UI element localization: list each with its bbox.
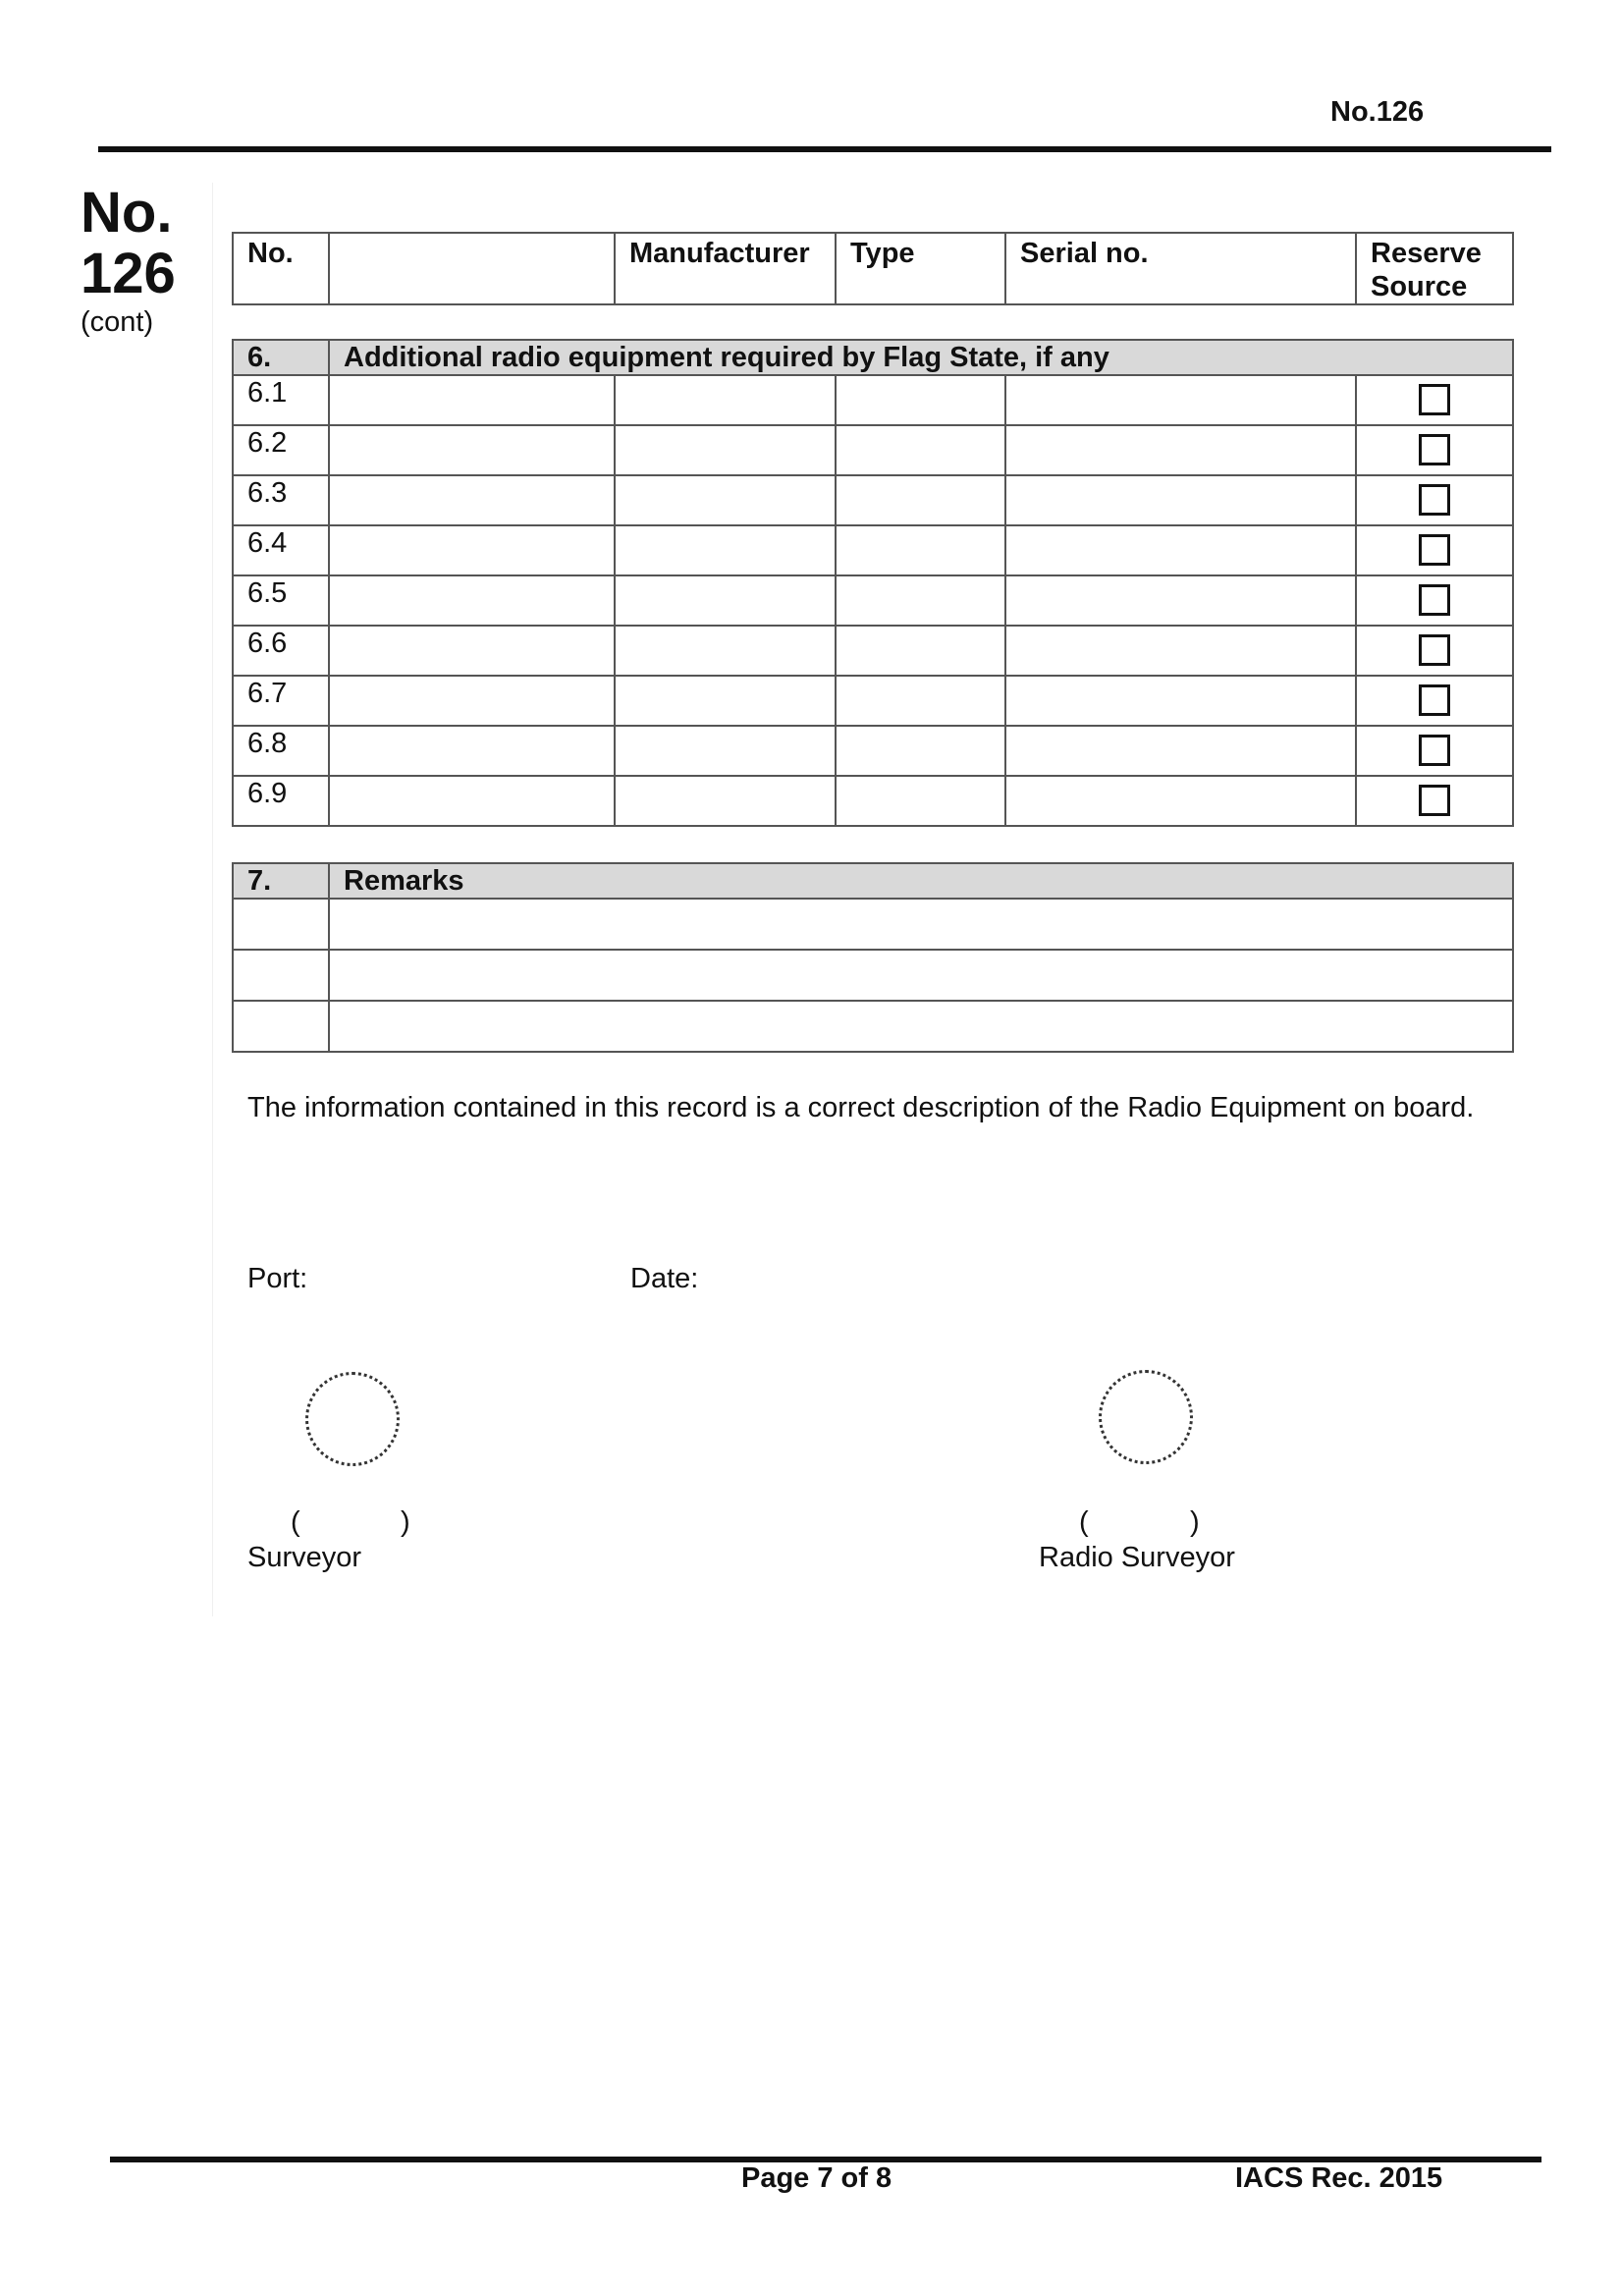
radio-surveyor-label: Radio Surveyor [1039,1542,1235,1573]
section6-row [233,525,1513,575]
section6-cell-description[interactable] [329,575,615,626]
footer-page-number: Page 7 of 8 [741,2162,892,2194]
section6-cell-manufacturer[interactable] [615,475,836,525]
equipment-column-header-table [232,232,1514,305]
section7-remark-cell[interactable] [329,1001,1513,1052]
column-header-row [233,233,1513,304]
header-document-number: No.126 [1330,96,1425,128]
section7-header-row [233,863,1513,899]
section7-row-number [233,899,329,950]
section7-row-number [233,950,329,1001]
declaration-statement: The information contained in this record is a correct description of the Radio Equipment on board. [247,1092,1475,1123]
section6-row-number: 6.3 [233,475,329,525]
section6-row-number: 6.7 [233,676,329,726]
section6-title: Additional radio equipment required by Flag State, if any [329,340,1513,375]
port-label: Port: [247,1263,308,1294]
surveyor-name-paren-close: ) [401,1506,410,1538]
section6-row-number: 6.2 [233,425,329,475]
section6-cell-reserve [1356,726,1513,776]
section6-row [233,676,1513,726]
section6-cell-description[interactable] [329,525,615,575]
section6-cell-manufacturer[interactable] [615,525,836,575]
section6-cell-serial[interactable] [1005,425,1356,475]
section6-cell-manufacturer[interactable] [615,726,836,776]
section6-cell-manufacturer[interactable] [615,676,836,726]
section7-remark-cell[interactable] [329,950,1513,1001]
section6-cell-reserve [1356,676,1513,726]
section6-cell-reserve [1356,626,1513,676]
section6-row-number: 6.4 [233,525,329,575]
section7-row-number [233,1001,329,1052]
section7-number: 7. [233,863,329,899]
section7-row [233,899,1513,950]
section6-row [233,475,1513,525]
section6-row [233,575,1513,626]
section6-row [233,425,1513,475]
column-header-serial: Serial no. [1005,233,1356,304]
section6-cell-reserve [1356,425,1513,475]
section6-cell-serial[interactable] [1005,676,1356,726]
section6-cell-description[interactable] [329,475,615,525]
section6-cell-type[interactable] [836,776,1005,826]
footer-rec-reference: IACS Rec. 2015 [1235,2162,1443,2194]
reserve-source-checkbox[interactable] [1419,785,1450,816]
section6-row-number: 6.1 [233,375,329,425]
section6-cell-type[interactable] [836,525,1005,575]
section6-cell-manufacturer[interactable] [615,375,836,425]
side-document-title: No. 126 [81,181,176,305]
section6-cell-reserve [1356,475,1513,525]
column-header-no: No. [233,233,329,304]
section6-cell-reserve [1356,776,1513,826]
side-document-subtitle: (cont) [81,306,154,338]
section6-cell-reserve [1356,575,1513,626]
section6-cell-type[interactable] [836,676,1005,726]
section6-cell-type[interactable] [836,575,1005,626]
section6-cell-description[interactable] [329,375,615,425]
section6-cell-manufacturer[interactable] [615,575,836,626]
section6-row [233,776,1513,826]
section6-cell-type[interactable] [836,626,1005,676]
section6-cell-serial[interactable] [1005,575,1356,626]
section7-table [232,862,1514,1053]
section7-row [233,950,1513,1001]
section6-row-number: 6.8 [233,726,329,776]
column-header-type: Type [836,233,1005,304]
section6-cell-type[interactable] [836,375,1005,425]
section6-cell-reserve [1356,375,1513,425]
column-header-manufacturer: Manufacturer [615,233,836,304]
section6-cell-manufacturer[interactable] [615,626,836,676]
section6-cell-type[interactable] [836,726,1005,776]
section6-cell-description[interactable] [329,626,615,676]
section6-cell-description[interactable] [329,676,615,726]
reserve-source-checkbox[interactable] [1419,534,1450,566]
section6-cell-serial[interactable] [1005,726,1356,776]
radio-surveyor-name-paren-open: ( [1079,1506,1089,1538]
section7-title: Remarks [329,863,1513,899]
reserve-source-checkbox[interactable] [1419,584,1450,616]
section6-cell-type[interactable] [836,475,1005,525]
section6-row-number: 6.6 [233,626,329,676]
section6-cell-serial[interactable] [1005,375,1356,425]
section6-cell-serial[interactable] [1005,525,1356,575]
reserve-source-checkbox[interactable] [1419,434,1450,465]
reserve-source-checkbox[interactable] [1419,484,1450,516]
section6-cell-description[interactable] [329,425,615,475]
section6-cell-reserve [1356,525,1513,575]
section6-row [233,626,1513,676]
header-rule [98,146,1551,152]
section6-cell-manufacturer[interactable] [615,776,836,826]
surveyor-name-paren-open: ( [291,1506,300,1538]
section7-remark-cell[interactable] [329,899,1513,950]
section6-header-row [233,340,1513,375]
surveyor-label: Surveyor [247,1542,362,1573]
section6-row-number: 6.9 [233,776,329,826]
section6-cell-description[interactable] [329,726,615,776]
section6-table [232,339,1514,827]
section6-cell-type[interactable] [836,425,1005,475]
section6-row [233,726,1513,776]
surveyor-seal-circle [305,1372,400,1466]
reserve-source-checkbox[interactable] [1419,684,1450,716]
section6-cell-serial[interactable] [1005,776,1356,826]
reserve-source-checkbox[interactable] [1419,735,1450,766]
reserve-source-checkbox[interactable] [1419,634,1450,666]
radio-surveyor-seal-circle [1099,1370,1193,1464]
section6-number: 6. [233,340,329,375]
column-header-reserve: Reserve Source [1356,233,1513,304]
section6-cell-description[interactable] [329,776,615,826]
date-label: Date: [630,1263,699,1294]
section6-row [233,375,1513,425]
radio-surveyor-name-paren-close: ) [1190,1506,1200,1538]
section6-cell-serial[interactable] [1005,475,1356,525]
section6-cell-manufacturer[interactable] [615,425,836,475]
reserve-source-checkbox[interactable] [1419,384,1450,415]
side-divider [212,183,213,1616]
section7-row [233,1001,1513,1052]
section6-cell-serial[interactable] [1005,626,1356,676]
column-header-blank [329,233,615,304]
section6-row-number: 6.5 [233,575,329,626]
